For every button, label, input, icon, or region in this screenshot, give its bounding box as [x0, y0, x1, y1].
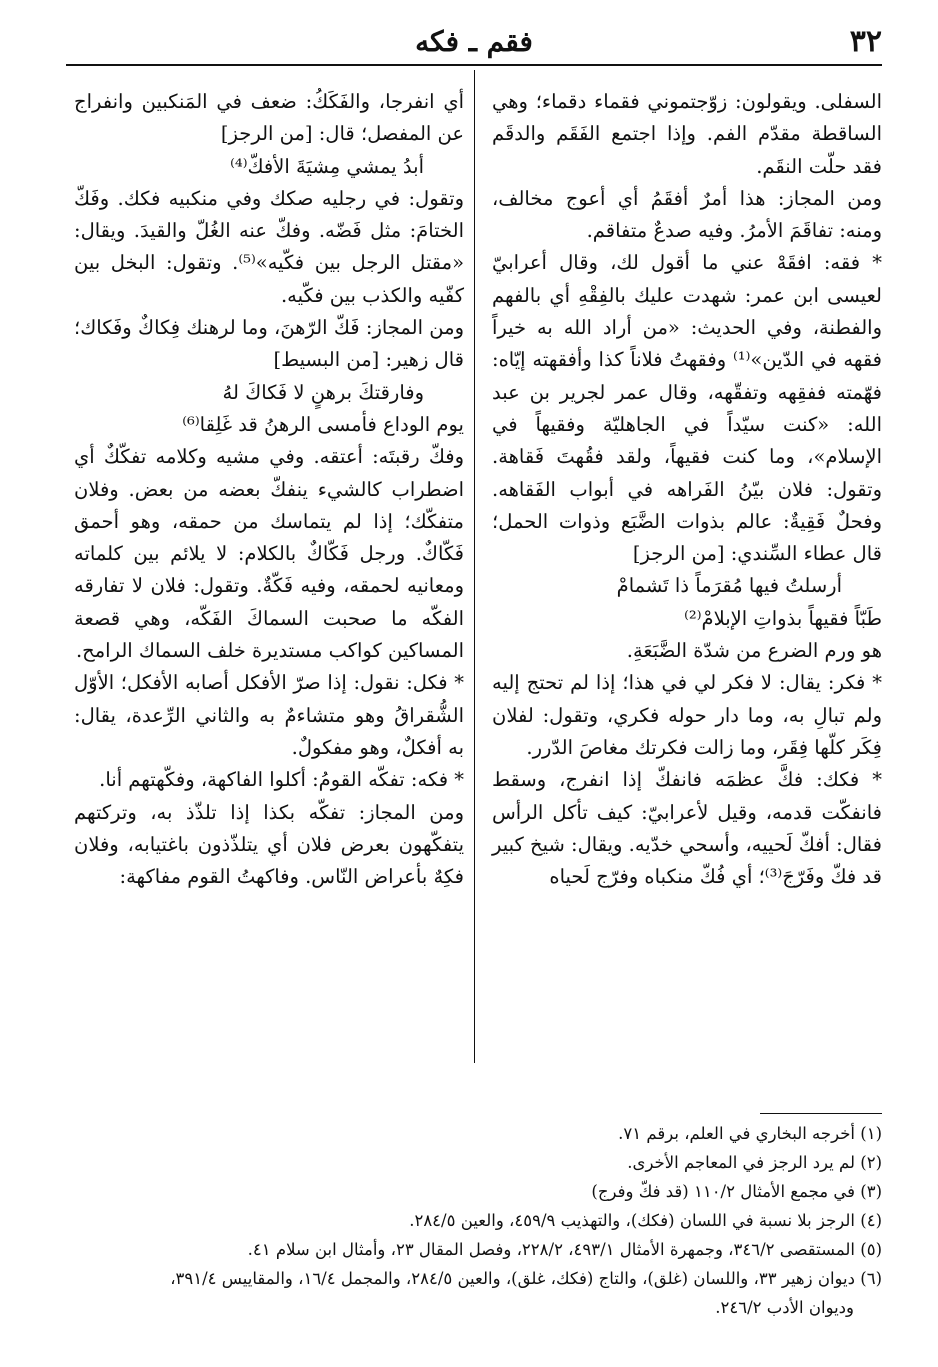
- paragraph: وفكّ رقبتَه: أعتقه. وفي مشيه وكلامه تفكّكٌ أي اضطراب كالشيء ينفكّ بعضه من بعض. وفلان متفكّك؛ إذا لم يتماسك من حمقه، وهو أحمق فَكّاكٌ. ورجل فَكّاكٌ بالكلام: لا يلائم بين كلماته ومعانيه لحمقه، وفيه فَكّةٌ. وتقول: فلان لا تفارقه الفكّه ما صحبت السماكَ الفَكّه، وهي قصعة المساكين كواكب مستديرة خلف السماك الرامح.: [74, 445, 464, 663]
- paragraph: أي انفرجا، والفَكَكُ: ضعف في المَنكبين وانفراج عن المفصل؛ قال: [من الرجز]: [74, 90, 464, 146]
- verse-line: أرسلتُ فيها مُقرَماً ذا تَشمامْ: [616, 574, 842, 598]
- paragraph: * فكل: نقول: إذا صرّ الأفكل أصابه الأفكل؛ الأوّل الشُّقراقُ وهو متشاءمٌ به والثاني الرِّعدة، يقال: به أفكلٌ، وهو مفكولٌ.: [74, 671, 464, 759]
- paragraph: * فقه: افقَهْ عني ما أقول لك، وقال أعرابيّ لعيسى ابن عمر: شهدت عليك بالفِقْهِ أي بالفهم والفطنة، وفي الحديث: «من أراد الله به خيراً فقهه في الدّين»⁽¹⁾ وفقهتُ فلاناً كذا وأفقهته إيّاه: فهّمته ففقِهه وتفقّهه، وقال عمر لجرير بن عبد الله: «كنت سيّداً في الجاهليّة وفقيهاً في الإسلام»، وما كنت فقيهاً، ولقد فقُهتَ فَقاهة. وتقول: فلان بيّنُ الفَراهه في أبواب الفَقاهه. وفحلٌ فَقِيةٌ: عالم بذوات الضَّبَع وذوات الحمل؛ قال عطاء السِّندي: [من الرجز]: [492, 251, 883, 566]
- footnote: (٦) ديوان زهير ٣٣، واللسان (غلق)، والتاج (فكك، غلق)، والعين ٢٨٤/٥، والمجمل ١٦/٤، والمقاييس ٣٩١/٤،: [170, 1269, 882, 1288]
- verse-line: طَبّاً فقيهاً بذواتِ الإبلامْ⁽²⁾: [684, 606, 882, 630]
- footnotes: [150, 1119, 882, 1322]
- verse-line: وفارقتكَ برهنٍ لا فَكاكَ لهُ: [222, 380, 424, 404]
- paragraph: * فكر: يقال: لا فكر لي في هذا؛ إذا لم تحتج إليه ولم تبالِ به، وما دار حوله فكري، وتقول: لفلان فِكَر كلّها فِقَر، وما زالت فكرتك مغاصَ الدّرر.: [492, 671, 882, 759]
- paragraph: السفلى. ويقولون: زوّجتموني فقماء دقماء؛ وهي الساقطة مقدّم الفم. وإذا اجتمع الفَقَم والدقَم فقد حلّت النقَم.: [492, 90, 882, 178]
- paragraph: هو ورم الضرع من شدّة الضَّبَعَةِ.: [626, 639, 882, 663]
- paragraph: ومن المجاز: هذا أمرٌ أفقَمُ أي أعوج مخالف، ومنه: تفاقَمَ الأمرُ. وفيه صدعٌ متفاقم.: [492, 186, 882, 243]
- footnote: (١) أخرجه البخاري في العلم، برقم ٧١.: [618, 1124, 882, 1143]
- footnote-continuation: وديوان الأدب ٢٤٦/٢.: [715, 1298, 854, 1317]
- verse-line: يوم الوداع فأمسى الرهنُ قد غَلِقا⁽⁶⁾: [182, 412, 464, 436]
- paragraph: * فكه: تفكّه القومُ: أكلوا الفاكهة، وفكّهتهم أنا.: [99, 768, 464, 792]
- page-number: ٣٢: [849, 24, 882, 59]
- footnote: (٣) في مجمع الأمثال ١١٠/٢ (قد فكّ وفرج): [591, 1182, 882, 1201]
- paragraph: ومن المجاز: تفكّه بكذا إذا تلذّذ به، وتركتهم يتفكّهون بعرض فلان أي يتلذّذون باغتيابه، وفلان فكِهٌ بأعراض النّاس. وفاكهتُ القوم مفاكهة:: [74, 800, 464, 889]
- column-divider: [474, 70, 475, 1063]
- header-rule: [66, 64, 882, 66]
- footnote: (٢) لم يرد الرجز في المعاجم الأخرى.: [627, 1153, 882, 1172]
- page-header: [66, 22, 882, 62]
- left-column: [74, 86, 464, 893]
- right-column: [492, 86, 882, 893]
- verse-line: أبدُ يمشي مِشيَةَ الأفكّ⁽⁴⁾: [230, 154, 424, 178]
- footnote-rule: [760, 1113, 882, 1114]
- footnote: (٤) الرجز بلا نسبة في اللسان (فكك)، والتهذيب ٤٥٩/٩، والعين ٢٨٤/٥.: [409, 1211, 882, 1230]
- paragraph: * فكك: فكَّ عظمَه فانفكّ إذا انفرج، وسقط فانفكّت قدمه، وقيل لأعرابيّ: كيف تأكل الرأس فقال: أفكّ لَحييه، وأسحي خدّيه. ويقال: شيخ كبير قد فكّ وفَرّجَ⁽³⁾؛ أي فُكّ منكباه وفرّج لَحياه: [492, 768, 882, 889]
- paragraph: وتقول: في رجليه صكك وفي منكبيه فكك. وفَكّ الختامَ: مثل فَضّه. وفكّ عنه الغُلّ والقيدَ. ويقال: «مقتل الرجل بين فكّيه»⁽⁵⁾. وتقول: البخل بين كفّيه والكذب بين فكّيه.: [74, 186, 465, 307]
- footnote: (٥) المستقصى ٣٤٦/٢، وجمهرة الأمثال ٤٩٣/١، ٢٢٨/٢، وفصل المقال ٢٣، وأمثال ابن سلام ٤١.: [247, 1240, 882, 1259]
- paragraph: ومن المجاز: فَكّ الرّهنَ، وما لرهنك فِكاكٌ وفَكاك؛ قال زهير: [من البسيط]: [74, 316, 464, 372]
- running-title: فقم ـ فكه: [415, 25, 533, 58]
